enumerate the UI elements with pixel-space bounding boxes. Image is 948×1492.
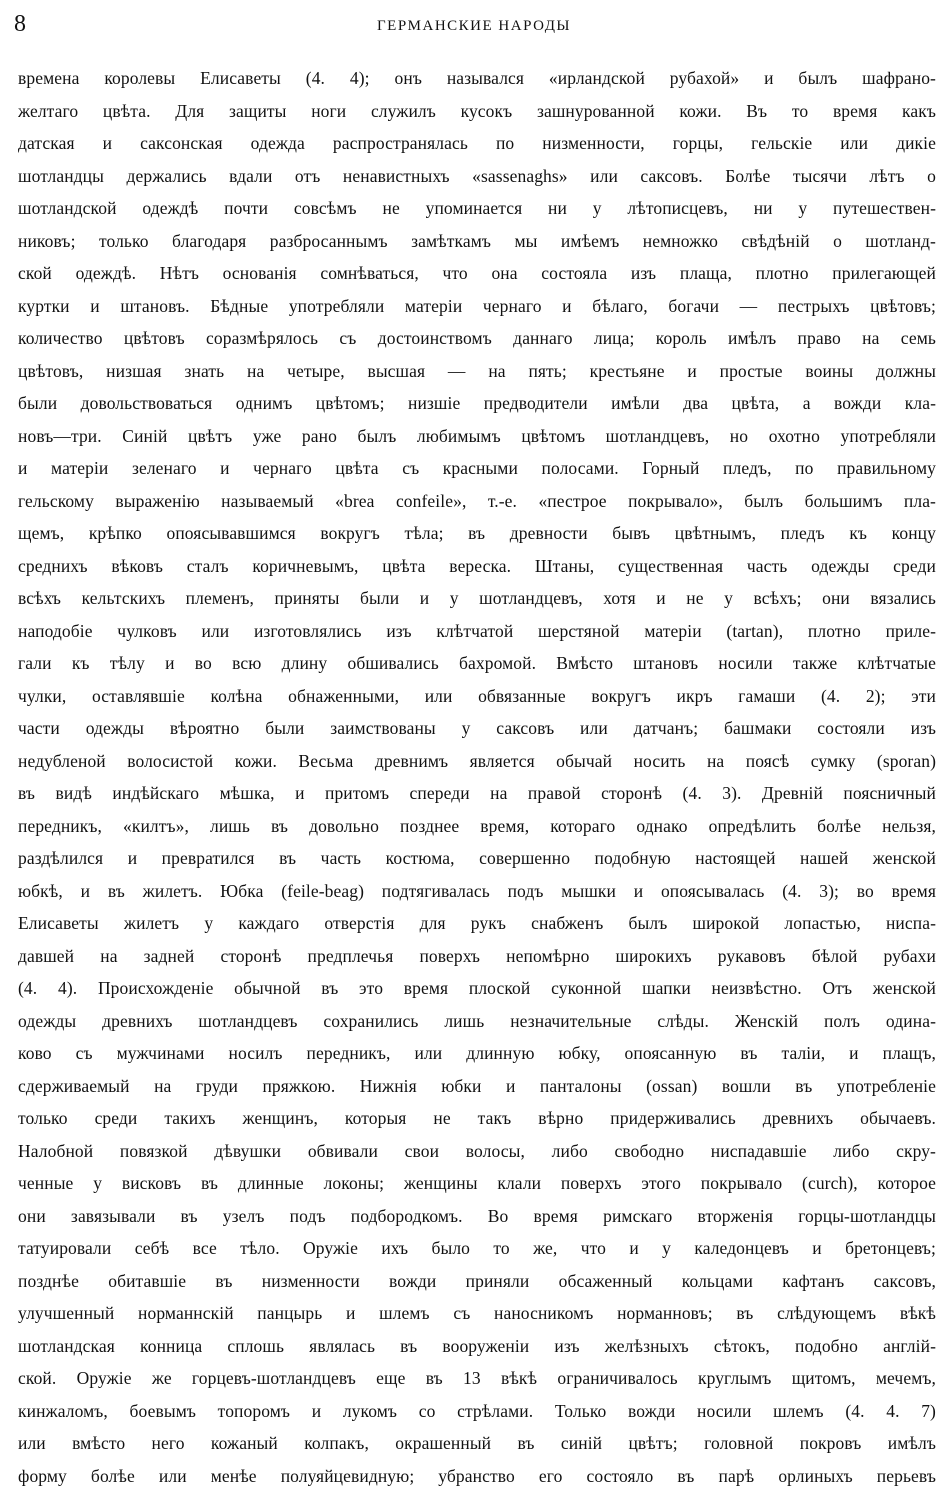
text-line: ской. Оружіе же горцевъ-шотландцевъ еще въ 13 вѣкѣ ограничивалось круглымъ щитомъ, мечемъ, bbox=[18, 1362, 936, 1395]
text-line: шотландская конница сплошь являлась въ вооруженіи изъ желѣзныхъ сѣтокъ, подобно англій- bbox=[18, 1330, 936, 1363]
text-line: щемъ, крѣпко опоясывавшимся вокругъ тѣла; въ древности бывъ цвѣтнымъ, пледъ къ концу bbox=[18, 517, 936, 550]
text-line: куртки и штановъ. Бѣдные употребляли матеріи чернаго и бѣлаго, богачи — пестрыхъ цвѣтовъ; bbox=[18, 290, 936, 323]
text-line: улучшенный норманнскій панцырь и шлемъ съ наносникомъ норманновъ; въ слѣдующемъ вѣкѣ bbox=[18, 1297, 936, 1330]
text-line: въ видѣ индѣйскаго мѣшка, и притомъ спереди на правой сторонѣ (4. 3). Древній поясничный bbox=[18, 777, 936, 810]
text-line: никовъ; только благодаря разбросаннымъ замѣткамъ мы имѣемъ немножко свѣдѣній о шотланд- bbox=[18, 225, 936, 258]
text-line: Налобной повязкой дѣвушки обвивали свои волосы, либо свободно ниспадавшіе либо скру- bbox=[18, 1135, 936, 1168]
text-line: наподобіе чулковъ или изготовлялись изъ клѣтчатой шерстяной матеріи (tartan), плотно прилe- bbox=[18, 615, 936, 648]
page-number: 8 bbox=[14, 10, 26, 38]
text-line: части одежды вѣроятно были заимствованы у саксовъ или датчанъ; башмаки состояли изъ bbox=[18, 712, 936, 745]
text-line: или вмѣсто него кожаный колпакъ, окрашенный въ синій цвѣтъ; головной покровъ имѣлъ bbox=[18, 1427, 936, 1460]
text-line: только среди такихъ женщинъ, которыя не такъ вѣрно придерживались древнихъ обычаевъ. bbox=[18, 1102, 936, 1135]
body-text bbox=[18, 62, 936, 1492]
text-line: сдерживаемый на груди пряжкою. Нижнія юбки и панталоны (ossan) вошли въ употребленіе bbox=[18, 1070, 936, 1103]
text-line: ченные у висковъ въ длинные локоны; женщины клали поверхъ этого покрывало (curch), которое bbox=[18, 1167, 936, 1200]
text-line: цвѣтовъ, низшая знать на четыре, высшая — на пять; крестьяне и простые воины должны bbox=[18, 355, 936, 388]
text-line: татуировали себѣ все тѣло. Оружіе ихъ было то же, что и у каледонцевъ и бретонцевъ; bbox=[18, 1232, 936, 1265]
text-line: и матеріи зеленаго и чернаго цвѣта съ красными полосами. Горный пледъ, по правильному bbox=[18, 452, 936, 485]
text-line: одежды древнихъ шотландцевъ сохранились лишь незначительные слѣды. Женскій полъ одина- bbox=[18, 1005, 936, 1038]
text-line: шотландцы держались вдали отъ ненавистныхъ «sassenaghs» или саксовъ. Болѣе тысячи лѣтъ о bbox=[18, 160, 936, 193]
text-line: количество цвѣтовъ соразмѣрялось съ достоинствомъ даннаго лица; король имѣлъ право на семь bbox=[18, 322, 936, 355]
text-line: Елисаветы жилетъ у каждаго отверстія для рукъ снабженъ былъ широкой лопастью, ниспа- bbox=[18, 907, 936, 940]
text-line: времена королевы Елисаветы (4. 4); онъ назывался «ирландской рубахой» и былъ шафрано- bbox=[18, 62, 936, 95]
text-line: юбкѣ, и въ жилетъ. Юбка (feile-beag) подтягивалась подъ мышки и опоясывалась (4. 3); во время bbox=[18, 875, 936, 908]
text-line: гали къ тѣлу и во всю длину обшивались бахромой. Вмѣсто штановъ носили также клѣтчатые bbox=[18, 647, 936, 680]
text-line: передникъ, «килтъ», лишь въ довольно позднее время, котораго однако опредѣлить болѣе нельзя, bbox=[18, 810, 936, 843]
running-title: ГЕРМАНСКИЕ НАРОДЫ bbox=[0, 16, 948, 36]
text-line: недубленой волосистой кожи. Весьма древнимъ является обычай носить на поясѣ сумку (sporan) bbox=[18, 745, 936, 778]
text-line: шотландской одеждѣ почти совсѣмъ не упоминается ни у лѣтописцевъ, ни у путешествен- bbox=[18, 192, 936, 225]
text-line: они завязывали въ узелъ подъ подбородкомъ. Во время римскаго вторженія горцы-шотландцы bbox=[18, 1200, 936, 1233]
text-line: были довольствоваться однимъ цвѣтомъ; низшіе предводители имѣли два цвѣта, а вожди кла- bbox=[18, 387, 936, 420]
text-line: новъ—три. Синій цвѣтъ уже рано былъ любимымъ цвѣтомъ шотландцевъ, но охотно употребляли bbox=[18, 420, 936, 453]
text-line: позднѣе обитавшіе въ низменности вожди приняли обсаженный кольцами кафтанъ саксовъ, bbox=[18, 1265, 936, 1298]
text-line: среднихъ вѣковъ сталъ коричневымъ, цвѣта вереска. Штаны, существенная часть одежды среди bbox=[18, 550, 936, 583]
text-line: всѣхъ кельтскихъ племенъ, приняты были и у шотландцевъ, хотя и не у всѣхъ; они вязались bbox=[18, 582, 936, 615]
text-line: ково съ мужчинами носилъ передникъ, или длинную юбку, опоясанную въ таліи, и плащъ, bbox=[18, 1037, 936, 1070]
text-line: чулки, оставлявшіе колѣна обнаженными, или обвязанные вокругъ икръ гамаши (4. 2); эти bbox=[18, 680, 936, 713]
text-line: форму болѣе или менѣе полуяйцевидную; убранство его состояло въ парѣ орлиныхъ перьевъ bbox=[18, 1460, 936, 1492]
text-line: давшей на задней сторонѣ предплечья поверхъ непомѣрно широкихъ рукавовъ бѣлой рубахи bbox=[18, 940, 936, 973]
text-line: (4. 4). Происхожденіе обычной въ это время плоской суконной шапки неизвѣстно. Отъ женской bbox=[18, 972, 936, 1005]
text-line: датская и саксонская одежда распространялась по низменности, горцы, гельскіе или дикіе bbox=[18, 127, 936, 160]
text-line: раздѣлился и превратился въ часть костюма, совершенно подобную настоящей нашей женской bbox=[18, 842, 936, 875]
text-line: желтаго цвѣта. Для защиты ноги служилъ кусокъ зашнурованной кожи. Въ то время какъ bbox=[18, 95, 936, 128]
text-line: кинжаломъ, боевымъ топоромъ и лукомъ со стрѣлами. Только вожди носили шлемъ (4. 4. 7) bbox=[18, 1395, 936, 1428]
text-line: гельскому выраженію называемый «brea confeile», т.-е. «пестрое покрывало», былъ большимъ пла- bbox=[18, 485, 936, 518]
text-line: ской одеждѣ. Нѣтъ основанія сомнѣваться, что она состояла изъ плаща, плотно прилегающей bbox=[18, 257, 936, 290]
